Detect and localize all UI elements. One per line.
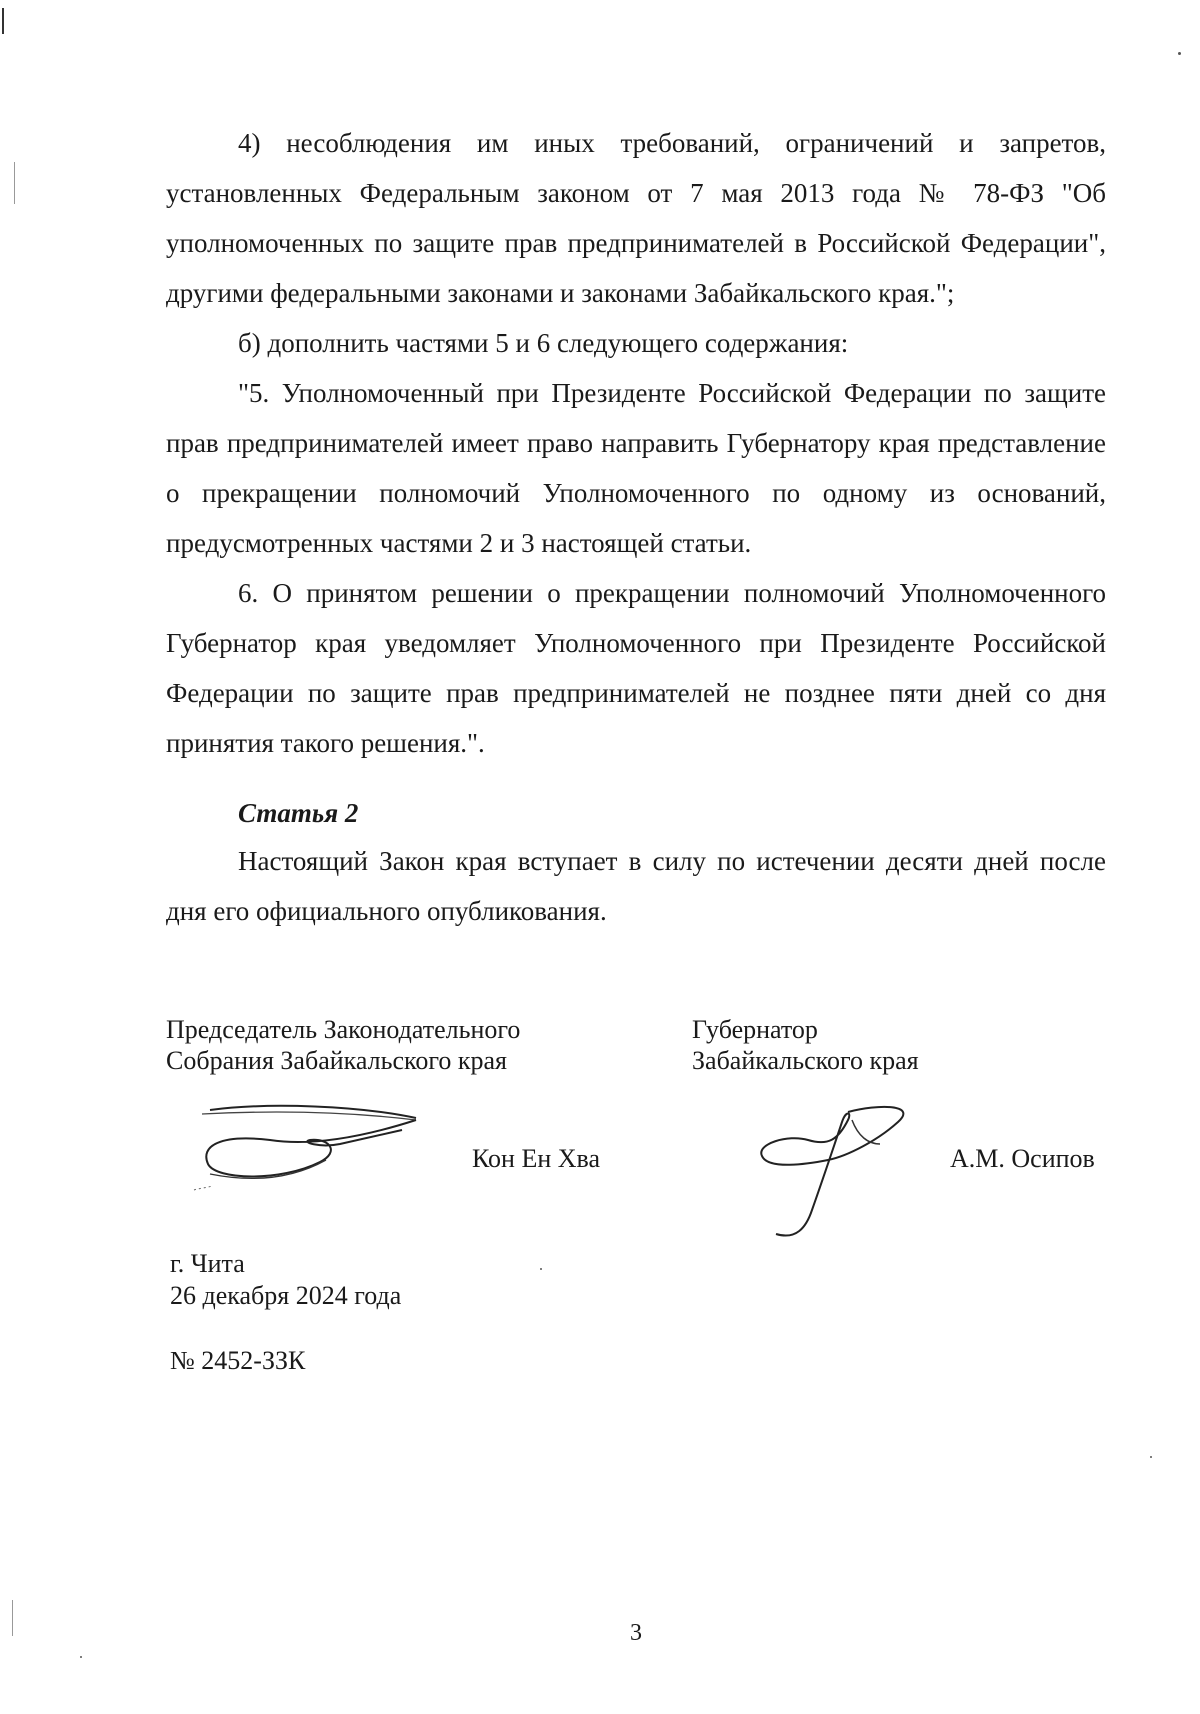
signer-right-line2: Забайкальского края <box>692 1046 919 1075</box>
signer-left-position <box>166 1014 520 1076</box>
date: 26 декабря 2024 года <box>170 1281 402 1310</box>
paragraph-part-6: 6. О принятом решении о прекращении полномочий Уполномоченного Губернатор края уведомляет Уполномоченного при Президенте Российской Федерации по защите прав предпринимателей не позднее пяти дней со дня принятия такого решения.". <box>166 578 1106 758</box>
law-number: № 2452-ЗЗК <box>170 1346 306 1375</box>
signer-right-name: А.М. Осипов <box>950 1144 1095 1173</box>
law-text <box>166 118 1106 936</box>
article-2-text: Настоящий Закон края вступает в силу по истечении десяти дней после дня его официального опубликования. <box>166 846 1106 926</box>
scan-edge-mark <box>12 1600 13 1636</box>
place: г. Чита <box>170 1249 245 1278</box>
signature-right <box>748 1100 923 1250</box>
signer-left-line1: Председатель Законодательного <box>166 1015 521 1044</box>
scan-speck <box>540 1268 542 1270</box>
page-number: 3 <box>630 1620 642 1646</box>
signature-left <box>190 1098 430 1198</box>
signer-left-line2: Собрания Забайкальского края <box>166 1046 507 1075</box>
paragraph-part-5: "5. Уполномоченный при Президенте Российской Федерации по защите прав предпринимателей имеет право направить Губернатору края представление о прекращении полномочий Уполномоченного по одному из оснований, предусмотренных частями 2 и 3 настоящей статьи. <box>166 378 1106 558</box>
place-and-date <box>170 1248 401 1312</box>
scan-speck <box>1150 1456 1152 1458</box>
paragraph-amendment-b: б) дополнить частями 5 и 6 следующего содержания: <box>238 328 849 358</box>
scan-edge-mark <box>14 162 15 204</box>
scan-edge-mark <box>2 8 4 34</box>
paragraph-item-4: 4) несоблюдения им иных требований, ограничений и запретов, установленных Федеральным законом от 7 мая 2013 года № 78-ФЗ "Об уполномоченных по защите прав предпринимателей в Российской Федерации", другими федеральными законами и законами Забайкальского края."; <box>166 128 1106 308</box>
scan-speck <box>1178 52 1181 55</box>
signer-left-name: Кон Ен Хва <box>472 1144 601 1173</box>
article-2-title: Статья 2 <box>238 798 359 828</box>
signer-right-position <box>692 1014 919 1076</box>
scan-speck <box>80 1656 82 1658</box>
signer-right-line1: Губернатор <box>692 1015 818 1044</box>
